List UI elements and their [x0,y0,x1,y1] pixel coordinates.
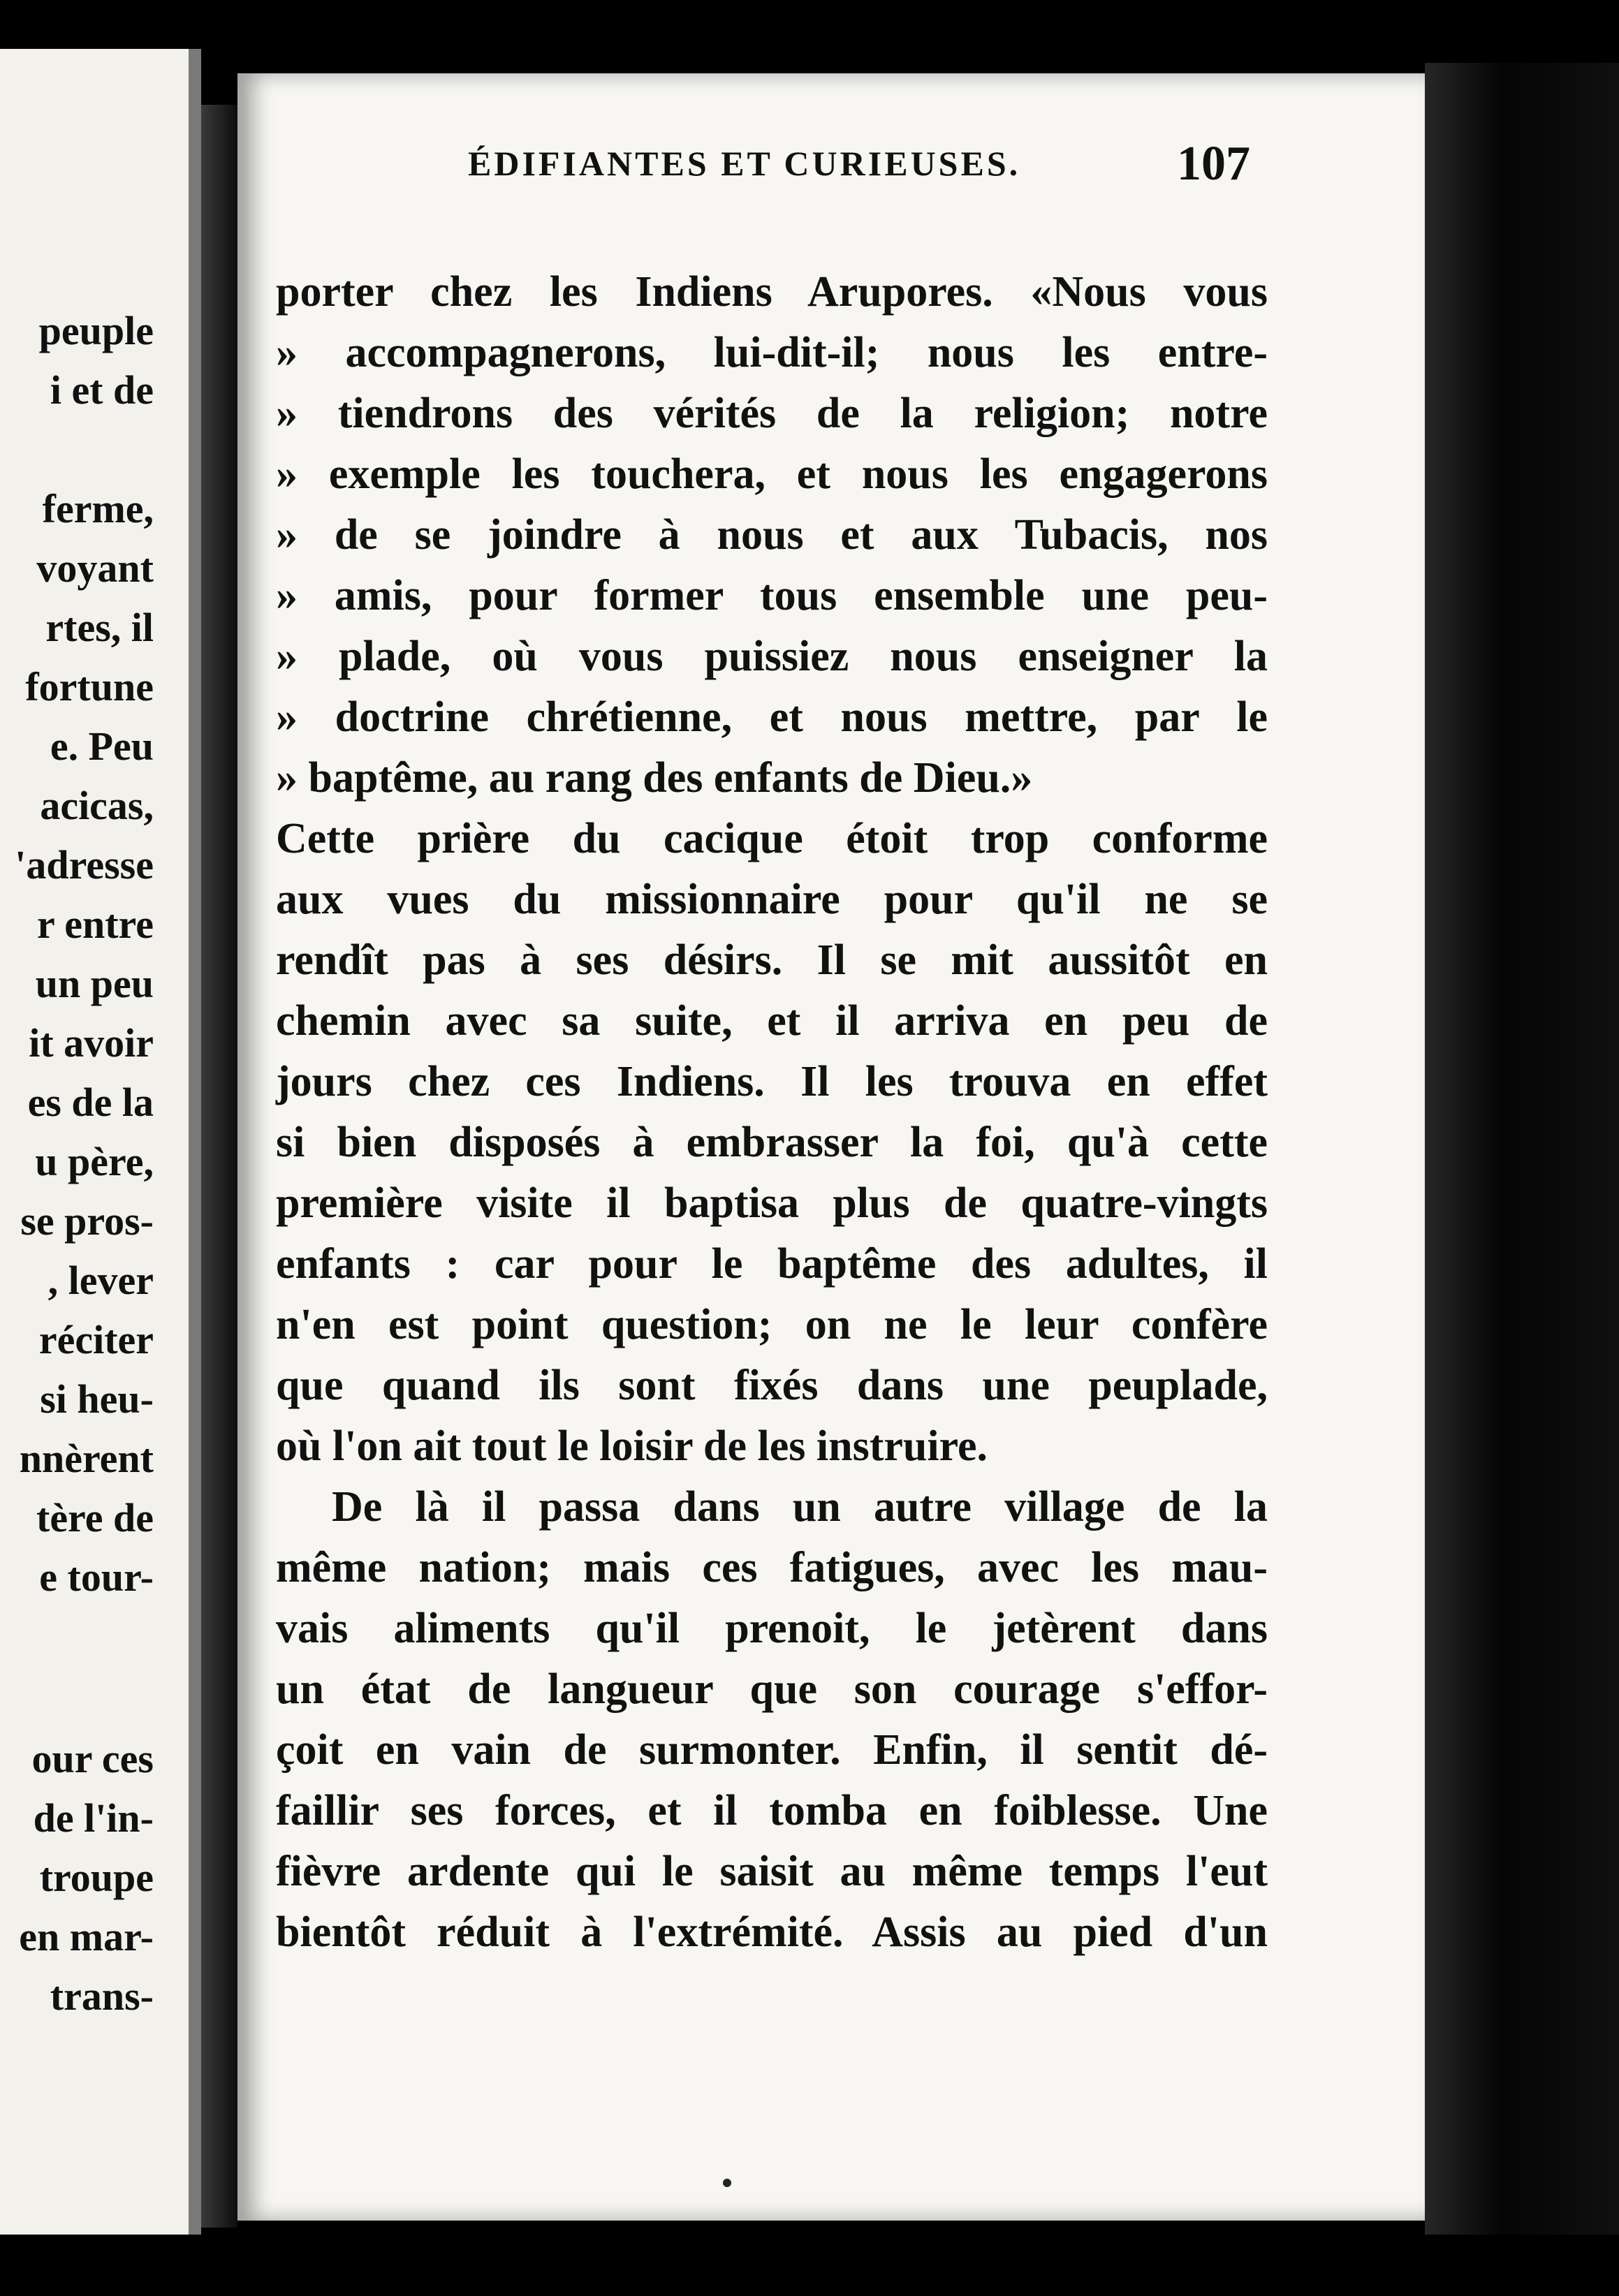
left-page-fragment: e. Peu [50,723,154,769]
text-line: fièvre ardente qui le saisit au même temps l'eut [276,1848,1268,1895]
running-head-title: ÉDIFIANTES ET CURIEUSES. [468,144,1021,183]
text-line: chemin avec sa suite, et il arriva en peu de [276,997,1268,1045]
text-line: çoit en vain de surmonter. Enfin, il sentit dé- [276,1726,1268,1774]
left-page-fragment: i et de [50,367,154,413]
text-line: Cette prière du cacique étoit trop conforme [276,815,1268,862]
page-number: 107 [1177,137,1250,191]
text-line: aux vues du missionnaire pour qu'il ne se [276,876,1268,923]
text-line: » baptême, au rang des enfants de Dieu.» [276,754,1033,802]
text-line: » amis, pour former tous ensemble une peu- [276,572,1268,619]
text-line: De là il passa dans un autre village de la [332,1483,1268,1531]
text-line: faillir ses forces, et il tomba en foiblesse. Une [276,1787,1268,1834]
left-page-fragment: it avoir [29,1020,154,1066]
left-page-fragment: es de la [27,1080,154,1125]
printer-mark [723,2179,731,2187]
text-line: n'en est point question; on ne le leur confère [276,1301,1268,1348]
text-line: porter chez les Indiens Arupores. «Nous vous [276,268,1268,316]
left-page-fragment: rtes, il [45,605,154,650]
text-line: vais aliments qu'il prenoit, le jetèrent dans [276,1605,1268,1652]
left-page-fragment: tère de [36,1495,154,1540]
left-page-fragment: e tour- [39,1554,154,1600]
left-page-fragment: acicas, [40,783,154,828]
text-line: » plade, où vous puissiez nous enseigner la [276,633,1268,680]
text-line: » tiendrons des vérités de la religion; notre [276,390,1268,437]
left-page-fragment: de l'in- [33,1795,154,1841]
left-page-fragment: , lever [47,1258,154,1303]
text-line: jours chez ces Indiens. Il les trouva en effet [276,1058,1268,1105]
left-page-fragment: voyant [36,545,154,591]
left-page-fragment: réciter [38,1317,154,1362]
text-line: » exemple les touchera, et nous les engagerons [276,450,1268,498]
left-page-fragment: trans- [50,1973,154,2019]
text-line: un état de langueur que son courage s'effor- [276,1665,1268,1713]
left-page-fragment: peuple [38,308,154,353]
text-line: si bien disposés à embrasser la foi, qu'à cette [276,1119,1268,1166]
left-page-fragment: u père, [35,1139,154,1184]
book-gutter [201,105,237,2228]
text-line: même nation; mais ces fatigues, avec les mau- [276,1544,1268,1591]
left-page-fragment: en mar- [19,1914,154,1959]
text-line: que quand ils sont fixés dans une peuplade, [276,1362,1268,1409]
page-edge-shadow [1425,63,1619,2235]
left-page-fragment: r entre [37,902,154,947]
text-line: » de se joindre à nous et aux Tubacis, nos [276,511,1268,559]
left-page-fragment: nnèrent [19,1436,154,1481]
body-text [276,262,1268,1963]
text-line: » accompagnerons, lui-dit-il; nous les entre- [276,329,1268,376]
running-head [468,136,1250,206]
text-line: » doctrine chrétienne, et nous mettre, par le [276,693,1268,741]
left-page-fragment: 'adresse [15,842,154,888]
left-page-fragment: our ces [31,1736,154,1781]
text-line: rendît pas à ses désirs. Il se mit aussitôt en [276,936,1268,984]
left-page [0,49,201,2235]
text-line: enfants : car pour le baptême des adultes, il [276,1240,1268,1288]
left-page-fragment: si heu- [40,1376,154,1422]
left-page-fragment: fortune [25,664,154,709]
text-line: où l'on ait tout le loisir de les instruire. [276,1422,988,1470]
text-line: bientôt réduit à l'extrémité. Assis au pied d'un [276,1908,1268,1956]
left-page-fragment: troupe [39,1855,154,1900]
left-page-fragment: se pros- [20,1198,154,1244]
text-line: première visite il baptisa plus de quatre-vingts [276,1179,1268,1227]
left-page-fragment: un peu [35,961,154,1006]
left-page-fragment: ferme, [42,486,154,531]
